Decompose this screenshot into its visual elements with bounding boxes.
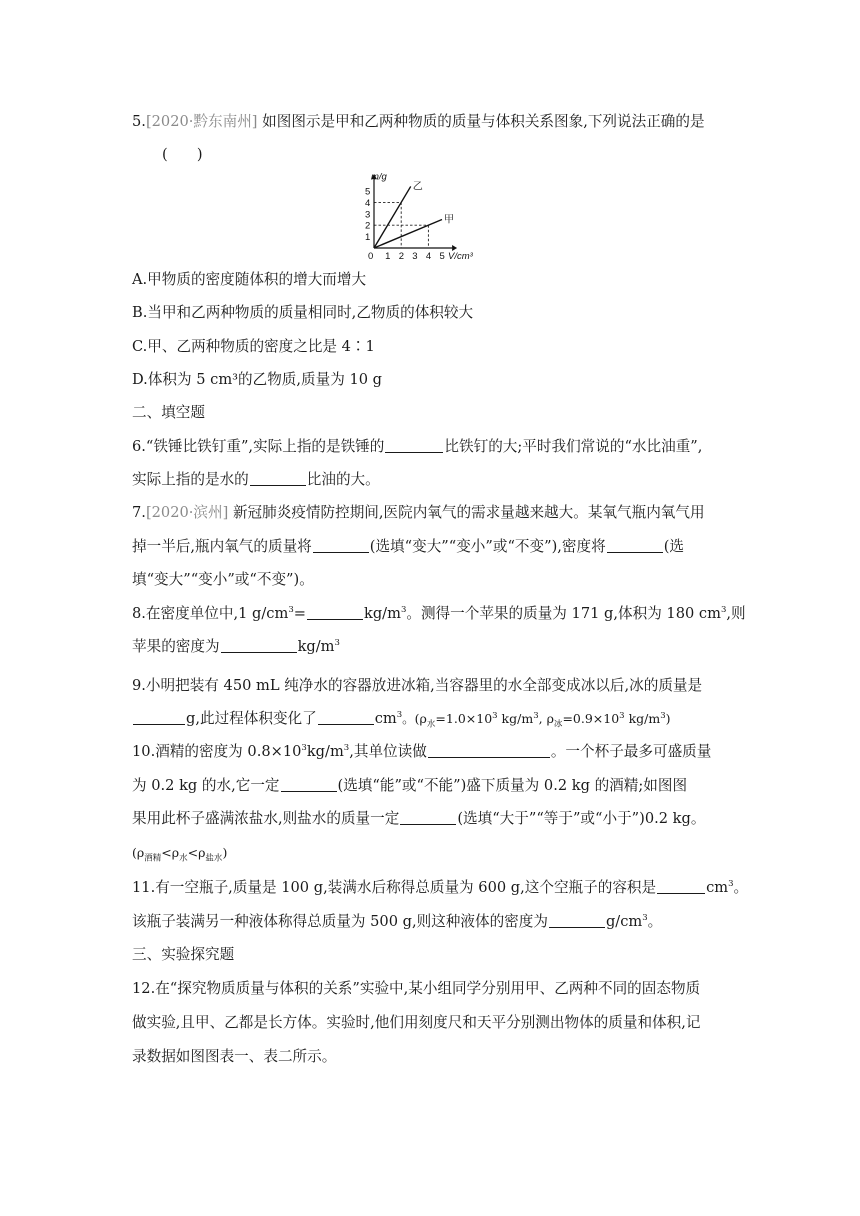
option-b: B.当甲和乙两种物质的质量相同时,乙物质的体积较大: [132, 304, 474, 321]
x-axis-label: V/cm³: [448, 251, 473, 262]
question-number: 7.: [132, 504, 146, 521]
question-10-line-1: 10.酒精的密度为 $0.8\times 10^3kg/m^3$,其单位读做 。一个杯子最多可盛质量: [132, 743, 712, 760]
y-tick-label: 1: [365, 232, 371, 244]
y-tick-label: 3: [365, 209, 371, 221]
question-number: 5.: [132, 113, 146, 130]
answer-blank[interactable]: [428, 742, 550, 758]
answer-blank[interactable]: [250, 470, 306, 486]
answer-blank[interactable]: [318, 709, 374, 725]
question-7-line-3: 填“变大”“变小”或“不变”)。: [132, 571, 314, 588]
answer-parenthesis: ( ): [162, 146, 203, 163]
answer-blank[interactable]: [657, 878, 705, 894]
question-12-line-3: 录数据如图图表一、表二所示。: [132, 1048, 337, 1065]
question-source: [2020·滨州]: [145, 504, 229, 521]
option-c: C.甲、乙两种物质的密度之比是 4∶1: [132, 338, 375, 355]
question-8-line-2: 苹果的密度为 $kg/m^3$: [132, 638, 340, 655]
x-tick-label: 2: [398, 251, 404, 262]
question-7-line-1: 7.[2020·滨州] 新冠肺炎疫情防控期间,医院内氧气的需求量越来越大。某氧气瓶内氧气用: [132, 504, 705, 521]
question-9-line-1: 9.小明把装有 450 mL 纯净水的容器放进冰箱,当容器里的水全部变成冰以后,冰的质量是: [132, 677, 703, 694]
question-11-line-2: 该瓶子装满另一种液体称得总质量为 500 g,则这种液体的密度为 $g/cm^3$。: [132, 913, 663, 930]
answer-blank[interactable]: [549, 912, 605, 928]
question-12-line-1: 12.在“探究物质质量与体积的关系”实验中,某小组同学分别用甲、乙两种不同的固态物质: [132, 980, 701, 997]
x-tick-label: 3: [412, 251, 418, 262]
question-8-line-1: 8.在密度单位中,1 $g/cm^3= kg/m^3$。测得一个苹果的质量为 171 g,体积为 180 $cm^3$,则: [132, 605, 746, 622]
series-label: 甲: [444, 214, 454, 226]
x-tick-label: 0: [368, 251, 374, 262]
question-6-line-1: 6.“铁锤比铁钉重”,实际上指的是铁锤的 比铁钉的大;平时我们常说的“水比油重”,: [132, 438, 703, 455]
question-7-line-2: 掉一半后,瓶内氧气的质量将 (选填“变大”“变小”或“不变”),密度将 (选: [132, 538, 684, 555]
y-axis-label: m/g: [371, 171, 387, 183]
question-5-stem: [132, 112, 705, 132]
question-text: 如图图示是甲和乙两种物质的质量与体积关系图象,下列说法正确的是: [262, 113, 705, 130]
x-tick-label: 4: [425, 251, 432, 262]
answer-blank[interactable]: [307, 604, 363, 620]
question-12-line-2: 做实验,且甲、乙都是长方体。实验时,他们用刻度尺和天平分别测出物体的质量和体积,记: [132, 1014, 701, 1031]
x-tick-label: 5: [439, 251, 445, 262]
series-line: [374, 220, 442, 249]
chart-guides: [374, 202, 428, 248]
answer-blank[interactable]: [385, 437, 443, 453]
question-6-line-2: 实际上指的是水的 比油的大。: [132, 471, 380, 488]
question-10-line-4: $(\rho_{酒精}<\rho_水<\rho_{盐水})$: [132, 845, 228, 864]
question-source: [2020·黔东南州]: [145, 113, 258, 130]
answer-blank[interactable]: [607, 537, 663, 553]
answer-blank[interactable]: [313, 537, 369, 553]
chart-series: [374, 186, 442, 248]
y-tick-label: 2: [365, 220, 371, 232]
answer-blank[interactable]: [400, 809, 456, 825]
option-d: D.体积为 5 cm³的乙物质,质量为 10 g: [132, 371, 383, 388]
y-tick-label: 4: [365, 197, 371, 209]
answer-blank[interactable]: [221, 637, 297, 653]
option-a: A.甲物质的密度随体积的增大而增大: [132, 271, 367, 288]
section-title-fill-blank: 二、填空题: [132, 404, 205, 421]
question-11-line-1: 11.有一空瓶子,质量是 100 g,装满水后称得总质量为 600 g,这个空瓶子的容积是 $cm^3$。: [132, 879, 749, 896]
answer-blank[interactable]: [133, 709, 185, 725]
answer-blank[interactable]: [281, 776, 337, 792]
question-10-line-2: 为 0.2 kg 的水,它一定 (选填“能”或“不能”)盛下质量为 0.2 kg 的酒精;如图图: [132, 777, 688, 794]
y-tick-label: 5: [365, 186, 371, 198]
series-label: 乙: [412, 181, 423, 193]
question-10-line-3: 果用此杯子盛满浓盐水,则盐水的质量一定 (选填“大于”“等于”或“小于”)0.2 kg。: [132, 810, 706, 827]
question-9-line-2: g,此过程体积变化了 $cm^3$。($\rho_水=1.0\times 10^3$ $kg/m^3$, $\rho_冰=0.9\times 10^3$ $kg/m^3$): [132, 709, 671, 729]
series-line: [374, 186, 411, 248]
x-tick-label: 1: [385, 251, 391, 262]
mass-volume-chart: [352, 170, 492, 266]
section-title-experiment: 三、实验探究题: [132, 946, 235, 963]
